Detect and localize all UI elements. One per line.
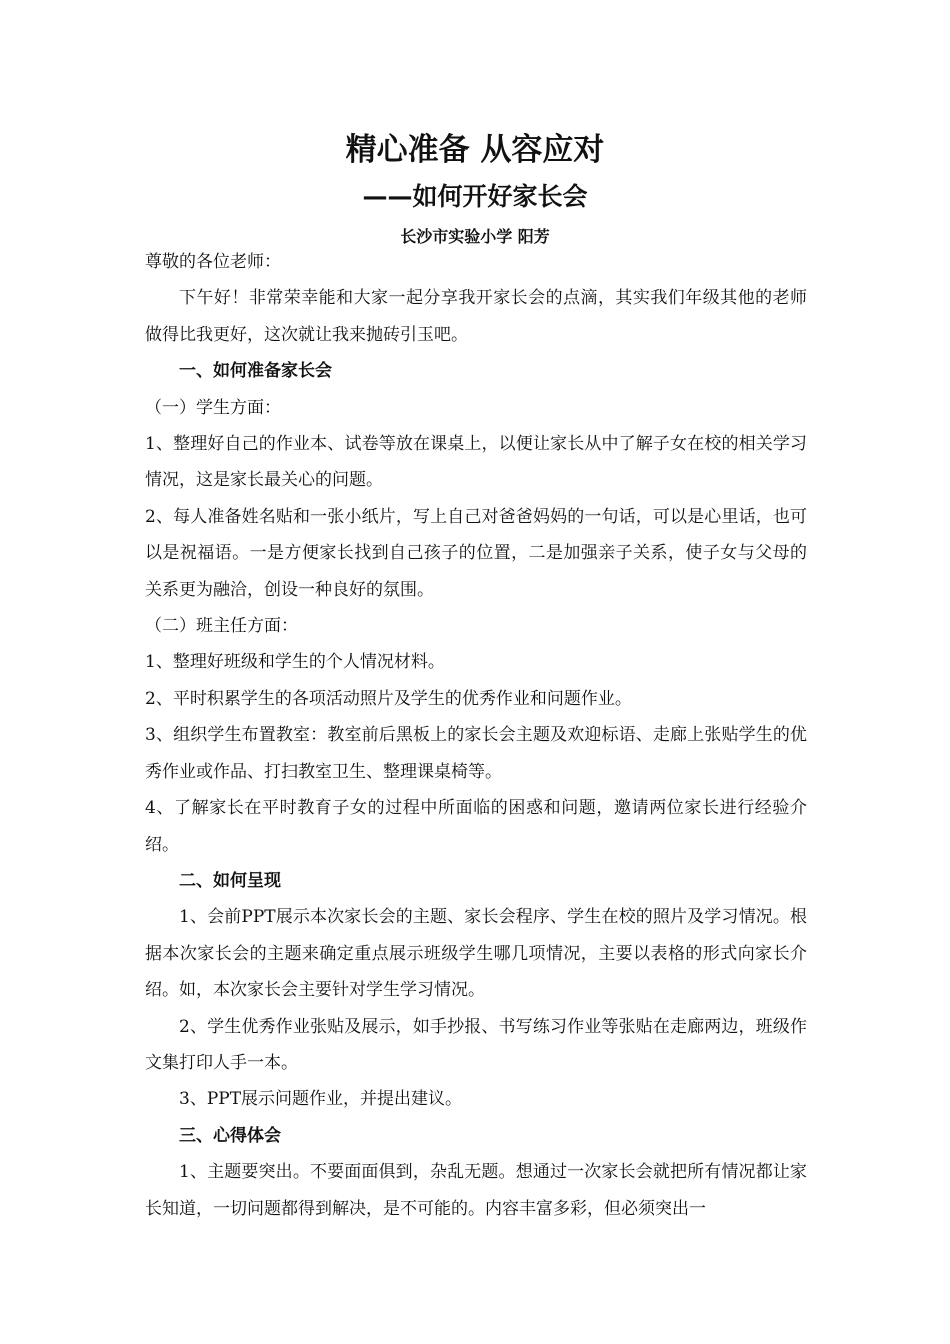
list-item: 2、每人准备姓名贴和一张小纸片，写上自己对爸爸妈妈的一句话，可以是心里话，也可以是祝福语。一是方便家长找到自己孩子的位置，二是加强亲子关系，使子女与父母的关系更为融洽，创设一种良好的氛围。 bbox=[145, 506, 807, 600]
subsection-heading: （一）学生方面： bbox=[145, 397, 281, 418]
document-body bbox=[145, 244, 807, 1227]
list-item: 3、组织学生布置教室：教室前后黑板上的家长会主题及欢迎标语、走廊上张贴学生的优秀作业或作品、打扫教室卫生、整理课桌椅等。 bbox=[145, 725, 807, 782]
document-subtitle: ——如何开好家长会 bbox=[362, 182, 588, 211]
document-title: 精心准备 从容应对 bbox=[345, 132, 605, 168]
list-item: 2、平时积累学生的各项活动照片及学生的优秀作业和问题作业。 bbox=[145, 688, 632, 709]
body-paragraph: 1、主题要突出。不要面面俱到，杂乱无题。想通过一次家长会就把所有情况都让家长知道，一切问题都得到解决，是不可能的。内容丰富多彩，但必须突出一 bbox=[145, 1162, 807, 1219]
list-item: 1、整理好班级和学生的个人情况材料。 bbox=[145, 652, 445, 673]
body-paragraph: 2、学生优秀作业张贴及展示，如手抄报、书写练习作业等张贴在走廊两边，班级作文集打印人手一本。 bbox=[145, 1016, 807, 1073]
body-paragraph: 1、会前PPT展示本次家长会的主题、家长会程序、学生在校的照片及学习情况。根据本次家长会的主题来确定重点展示班级学生哪几项情况，主要以表格的形式向家长介绍。如，本次家长会主要针对学生学习情况。 bbox=[145, 907, 807, 1001]
body-paragraph: 3、PPT展示问题作业，并提出建议。 bbox=[179, 1089, 463, 1110]
document-author: 长沙市实验小学 阳芳 bbox=[400, 227, 550, 246]
section-heading: 三、心得体会 bbox=[179, 1125, 281, 1146]
subsection-heading: （二）班主任方面： bbox=[145, 616, 298, 637]
opening-paragraph: 下午好！非常荣幸能和大家一起分享我开家长会的点滴，其实我们年级其他的老师做得比我更好，这次就让我来抛砖引玉吧。 bbox=[145, 288, 807, 345]
greeting: 尊敬的各位老师： bbox=[145, 252, 281, 272]
list-item: 1、整理好自己的作业本、试卷等放在课桌上，以便让家长从中了解子女在校的相关学习情况，这是家长最关心的问题。 bbox=[145, 434, 807, 491]
section-heading: 二、如何呈现 bbox=[179, 870, 281, 891]
section-heading: 一、如何准备家长会 bbox=[179, 361, 332, 382]
list-item: 4、了解家长在平时教育子女的过程中所面临的困惑和问题，邀请两位家长进行经验介绍。 bbox=[145, 798, 807, 855]
